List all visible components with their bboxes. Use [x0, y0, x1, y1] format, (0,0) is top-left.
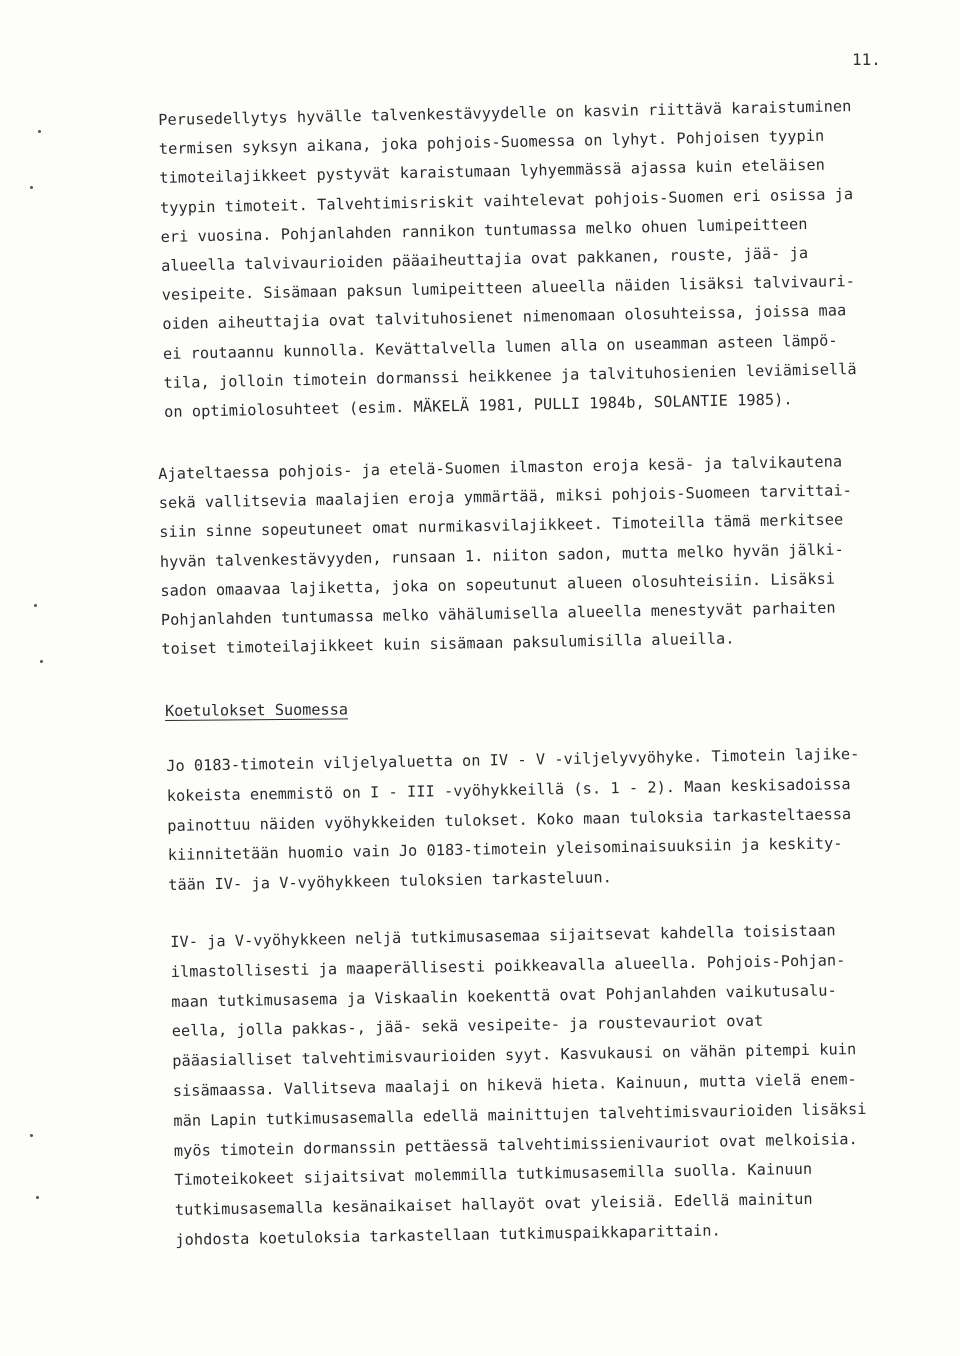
text-line: kiinnitetään huomio vain Jo 0183-timotein yleisominaisuuksiin ja keskity- — [167, 834, 843, 865]
text-line: eella, jolla pakkas-, jää- sekä vesipeite- ja roustevauriot ovat — [171, 1012, 764, 1041]
paragraph-zone-results — [166, 739, 908, 901]
text-line: sadon omaavaa lajiketta, joka on sopeutunut alueen olosuhteisiin. Lisäksi — [160, 569, 836, 600]
text-line: siin sinne sopeutuneet omat nurmikasvilajikkeet. Timoteilla tämä merkitsee — [159, 510, 844, 542]
text-line: Ajateltaessa pohjois- ja etelä-Suomen ilmaston eroja kesä- ja talvikautena — [158, 452, 843, 483]
scan-speck — [40, 660, 43, 663]
text-line: Timoteikokeet sijaitsivat molemmilla tutkimusasemilla suolla. Kainuun — [174, 1160, 813, 1190]
scan-speck — [38, 130, 41, 133]
text-line: tutkimusasemalla kesänaikaiset hallayöt ovat yleisiä. Edellä mainitun — [174, 1189, 813, 1220]
scan-speck — [30, 1134, 33, 1137]
text-line: vesipeite. Sisämaan paksun lumipeitteen alueella näiden lisäksi talvivauri- — [161, 272, 856, 305]
scan-speck — [36, 1196, 39, 1199]
text-line: eri vuosina. Pohjanlahden rannikon tuntumassa melko ohuen lumipeitteen — [160, 214, 808, 246]
text-line: hyvän talvenkestävyyden, runsaan 1. niiton sadon, mutta melko hyvän jälki- — [159, 540, 844, 571]
text-line: toiset timoteilajikkeet kuin sisämaan paksulumisilla alueilla. — [161, 629, 735, 659]
text-line: män Lapin tutkimusasemalla edellä mainittujen talvehtimisvaurioiden lisäksi — [173, 1099, 867, 1130]
text-line: painottuu näiden vyöhykkeiden tulokset. Koko maan tuloksia tarkasteltaessa — [167, 804, 852, 835]
text-line: johdosta koetuloksia tarkastellaan tutkimuspaikkaparittain. — [175, 1221, 721, 1249]
text-line: alueella talvivaurioiden pääaiheuttajia ovat pakkanen, rouste, jää- ja — [161, 243, 809, 275]
paragraph-winter-hardiness — [158, 91, 904, 427]
paragraph-research-stations — [170, 915, 916, 1256]
scan-speck — [34, 604, 37, 607]
scan-speck — [30, 186, 33, 189]
text-line: Jo 0183-timotein viljelyaluetta on IV - V -viljelyvyöhyke. Timotein lajike- — [166, 744, 860, 775]
section-heading: Koetulokset Suomessa — [165, 700, 349, 720]
text-line: tään IV- ja V-vyöhykkeen tuloksien tarkasteluun. — [168, 868, 613, 895]
text-line: ei routaannu kunnolla. Kevättalvella lumen alla on useamman asteen lämpö- — [162, 330, 838, 363]
text-line: termisen syksyn aikana, joka pohjois-Suomessa on lyhyt. Pohjoisen tyypin — [158, 126, 825, 159]
text-line: oiden aiheuttajia ovat talvituhosienet nimenomaan olosuhteissa, joissa maa — [162, 301, 847, 334]
text-line: tila, jolloin timotein dormanssi heikkenee ja talvituhosienien leviämisellä — [163, 359, 857, 392]
page-number: 11. — [852, 50, 881, 69]
text-line: tyypin timoteit. Talvehtimisriskit vaihtelevat pohjois-Suomen eri osissa ja — [159, 184, 854, 217]
text-line: kokeista enemmistö on I - III -vyöhykkeillä (s. 1 - 2). Maan keskisadoissa — [166, 774, 851, 805]
text-line: sekä vallitsevia maalajien eroja ymmärtää, miksi pohjois-Suomeen tarvittai- — [158, 481, 853, 513]
text-line: timoteilajikkeet pystyvät karaistumaan lyhyemmässä ajassa kuin eteläisen — [159, 156, 826, 188]
text-line: on optimiolosuhteet (esim. MÄKELÄ 1981, PULLI 1984b, SOLANTIE 1985). — [163, 390, 793, 421]
text-line: pääasialliset talvehtimisvaurioiden syyt. Kasvukausi on vähän pitempi kuin — [172, 1040, 857, 1071]
text-line: maan tutkimusasema ja Viskaalin koekenttä ovat Pohjanlahden vaikutusalu- — [171, 980, 837, 1011]
text-line: ilmastollisesti ja maaperällisesti poikkeavalla alueella. Pohjois-Pohjan- — [170, 951, 846, 981]
text-line: Perusedellytys hyvälle talvenkestävyydelle on kasvin riittävä karaistuminen — [158, 97, 852, 129]
text-line: IV- ja V-vyöhykkeen neljä tutkimusasemaa sijaitsevat kahdella toisistaan — [170, 921, 836, 951]
paragraph-climate-differences — [158, 446, 902, 664]
text-line: Pohjanlahden tuntumassa melko vähälumisella alueella menestyvät parhaiten — [160, 598, 836, 629]
text-line: myös timotein dormanssin pettäessä talvehtimissienivauriot ovat melkoisia. — [173, 1129, 858, 1160]
text-line: sisämaassa. Vallitseva maalaji on hikevä hieta. Kainuun, mutta vielä enem- — [172, 1070, 857, 1100]
